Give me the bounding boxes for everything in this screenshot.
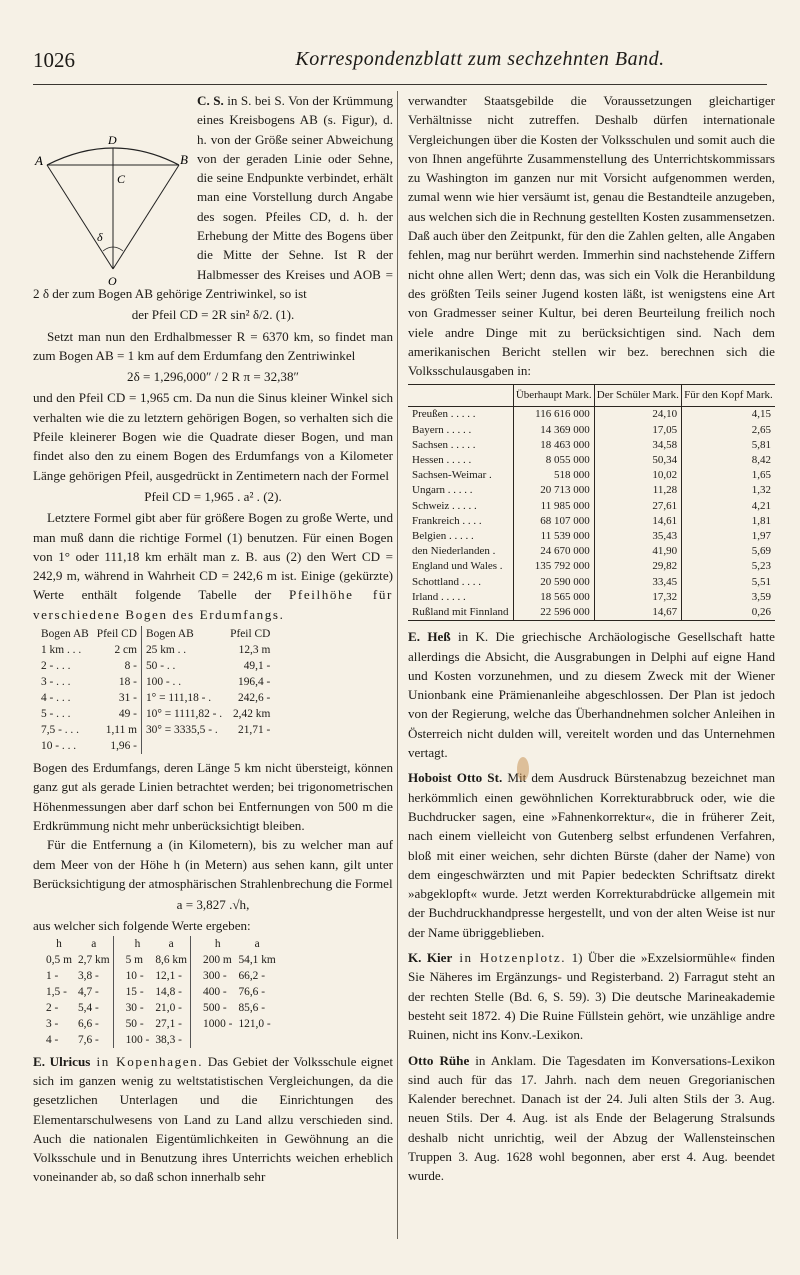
table-cell: 7,5 - . . . xyxy=(41,724,79,737)
signature: K. Kier xyxy=(408,950,453,966)
table-cell: 1 km . . . xyxy=(41,644,82,657)
table-cell: 10 - xyxy=(113,968,152,984)
table-cell: 33,45 xyxy=(594,575,681,590)
column-header: h xyxy=(191,936,236,952)
column-header: h xyxy=(113,936,152,952)
table-cell: 300 - xyxy=(191,968,236,984)
table-cell: England und Wales . xyxy=(412,560,503,573)
paragraph: verwandter Staatsgebilde die Voraussetzungen gleichartiger Verhältnisse nicht zutreffen. Deshalb dürfen internationale Vergleichungen über die Kosten der Volksschulen und somit auch die von Ihnen angeführte Zusammenstellung des Unterrichtskommissars zu Washington im ganzen nur mit Vorsicht aufgenommen werden, zumal wenn wie hier versäumt ist, genau die Bestandteile anzugeben, aus welchen sich die in Rechnung gestellten Kosten zusammensetzen. Daß auch über den Zeitpunkt, für den die Zahlen gelten, alle Angaben fehlen, mag nur berührt werden. Immerhin sind nachstehende Ziffern nicht ohne allen Wert; denn das, was sich ein Volk die Heranbildung des größten Teils seiner Jugend kosten läßt, ist wenigstens eine Art von Gradmesser seiner Kultur, bei deren Beurteilung freilich noch viele andre Dinge mit zu berücksichtigen sind. Nach dem amerikanischen Bericht stellen wir bez. berechnen sich die Volksschulausgaben in: xyxy=(408,93,775,379)
table-cell: 15 - xyxy=(113,984,152,1000)
label-c: C xyxy=(117,172,126,186)
table-cell: 8,42 xyxy=(682,453,775,468)
column-header: Der Schüler Mark. xyxy=(594,385,681,407)
table-cell: 76,6 - xyxy=(238,985,266,998)
paragraph: Setzt man nun den Erdhalbmesser R = 6370 km, so findet man zum Bogen AB = 1 km auf dem Erdumfang den Zentriwinkel xyxy=(33,328,393,363)
arc-diagram xyxy=(29,91,191,288)
answer-kier xyxy=(408,948,775,1044)
table-cell: 8 055 000 xyxy=(513,453,594,468)
table-cell: Sachsen . . . . . xyxy=(412,438,476,451)
table-cell: 400 - xyxy=(191,984,236,1000)
table-header xyxy=(408,385,775,407)
table-cell: 10 - . . . xyxy=(41,740,77,753)
table-cell: 1,96 - xyxy=(110,740,137,753)
table-cell: 6,6 - xyxy=(77,1017,99,1030)
table-cell: 1,65 xyxy=(682,468,775,483)
column-header: Pfeil CD xyxy=(96,628,137,641)
formula-3: Pfeil CD = 1,965 . a² . (2). xyxy=(144,488,282,504)
table-row xyxy=(408,483,775,498)
table-cell: 11 985 000 xyxy=(513,499,594,514)
paragraph: Das Gebiet der Volksschule eignet sich im ganzen wenig zu weltstatistischen Vergleichungen, da die gesetzlichen Unterlagen und die Einrichtungen des Elementarschulwesens von Land zu Land allzu verschieden sind. Auch die nationalen Eigentümlichkeiten in Gewöhnung an die Volksschule und in Benutzung ihres Unterrichts weichen erheblich voneinander ab, so daß schon innerhalb sehr xyxy=(33,1053,393,1185)
table-cell: 22 596 000 xyxy=(513,605,594,621)
table-cell: 5 - . . . xyxy=(41,708,71,721)
table-cell: 1,97 xyxy=(682,529,775,544)
table-cell: 8 - xyxy=(124,660,137,673)
table-cell: 29,82 xyxy=(594,559,681,574)
table-row xyxy=(37,674,274,690)
signature: E. Ulricus xyxy=(33,1053,91,1069)
table-cell: 4 - . . . xyxy=(41,692,71,705)
label-d: D xyxy=(108,133,117,147)
table-cell: 20 713 000 xyxy=(513,483,594,498)
table-cell: 50 - xyxy=(113,1016,152,1032)
table-cell: 50 - . . xyxy=(141,658,226,674)
table-row xyxy=(408,423,775,438)
table-cell: 518 000 xyxy=(513,468,594,483)
column-header: a xyxy=(91,937,97,950)
paragraph: aus welcher sich folgende Werte ergeben: xyxy=(33,918,251,934)
table-cell: Bayern . . . . . xyxy=(412,423,472,436)
answer-otto-st xyxy=(408,768,775,942)
table-cell: Preußen . . . . . xyxy=(412,408,476,421)
table-cell: Sachsen-Weimar . xyxy=(412,469,492,482)
paragraph: 1) Über die »Exzelsiormühle« finden Sie Näheres im Ergänzungs- und Registerband. 2) Farragut steht an der rechten Stelle (Bd. 6, S. 59). 3) Die deutsche Marineakademie besteht seit 1872. 4) Die Ruine Füllstein gehört, wie unzählige andre Ruinen, nicht ins Konv.-Lexikon. xyxy=(408,950,775,1043)
table-row xyxy=(408,590,775,605)
table-cell: 5,51 xyxy=(682,575,775,590)
paper-stain xyxy=(517,757,529,781)
table-row xyxy=(408,438,775,453)
table-cell: 24,10 xyxy=(594,407,681,423)
table-row xyxy=(37,722,274,738)
table-cell: 50,34 xyxy=(594,453,681,468)
table-header xyxy=(43,936,279,952)
table-caption: Pfeilhöhe für verschiedene Bogen des Erdumfangs. xyxy=(33,587,393,622)
paragraph-text: Letztere Formel gibt aber für größere Bogen zu große Werte, und man muß dann die richtige Formel (1) benutzen. Für einen Bogen von 1° oder 111,18 km erhält man z. B. aus (2) den Wert CD = 242,9 m, während in Wahrheit CD = 242,6 m ist. Einige (gekürzte) Werte enthält folgende Tabelle der xyxy=(33,510,393,603)
table-cell: 200 m xyxy=(191,952,236,968)
table-row xyxy=(43,1000,279,1016)
table-cell: 135 792 000 xyxy=(513,559,594,574)
table-cell: 0,26 xyxy=(682,605,775,621)
table-cell: 68 107 000 xyxy=(513,514,594,529)
label-o: O xyxy=(108,274,117,288)
running-title: Korrespondenzblatt zum sechzehnten Band. xyxy=(295,48,665,70)
label-b: B xyxy=(180,152,188,167)
table-cell: 242,6 - xyxy=(238,692,271,705)
table-cell: 21,71 - xyxy=(238,724,271,737)
table-cell: 35,43 xyxy=(594,529,681,544)
table-cell: 34,58 xyxy=(594,438,681,453)
table-row xyxy=(43,984,279,1000)
paragraph: und den Pfeil CD = 1,965 cm. Da nun die Sinus kleiner Winkel sich verhalten wie die zu letztern gehörigen Bogen, so verhalten sich die Pfeile kleinerer Bogen wie die Quadrate dieser Bogen, und man findet also den zu einem Bogen des Erdumfangs von a Kilometer Länge gehörigen Pfeil, ausgedrückt in Zentimetern nach der Formel xyxy=(33,390,393,483)
table-cell: den Niederlanden . xyxy=(412,545,496,558)
table-cell: 17,05 xyxy=(594,423,681,438)
table-cell: 14 369 000 xyxy=(513,423,594,438)
column-header: a xyxy=(254,937,260,950)
table-cell xyxy=(226,738,274,754)
table-cell xyxy=(191,1032,236,1048)
table-cell: Hessen . . . . . xyxy=(412,454,472,467)
table-cell: 66,2 - xyxy=(238,969,266,982)
table-cell: Rußland mit Finnland xyxy=(412,606,509,619)
column-header: Überhaupt Mark. xyxy=(513,385,594,407)
table-cell: Schweiz . . . . . xyxy=(412,499,477,512)
table-cell: 25 km . . xyxy=(141,642,226,658)
table-row xyxy=(408,499,775,514)
page-header xyxy=(33,46,767,80)
signature: Hoboist Otto St. xyxy=(408,770,503,786)
table-cell: 41,90 xyxy=(594,544,681,559)
table-cell: 4,15 xyxy=(682,407,775,423)
column-header: h xyxy=(56,937,62,950)
table-cell: 196,4 - xyxy=(238,676,271,689)
table-cell: 18 565 000 xyxy=(513,590,594,605)
table-cell: 24 670 000 xyxy=(513,544,594,559)
table-row xyxy=(37,658,274,674)
paragraph: Für die Entfernung a (in Kilometern), bis zu welcher man auf dem Meer von der Höhe h (in Metern) aus sehen kann, gilt unter Berücksichtigung der atmosphärischen Strahlenbrechung die Formel xyxy=(33,837,393,891)
table-cell: Ungarn . . . . . xyxy=(412,484,473,497)
table-cell: 4,21 xyxy=(682,499,775,514)
table-cell xyxy=(141,738,226,754)
school-expenses-table xyxy=(408,384,775,621)
table-cell: 20 590 000 xyxy=(513,575,594,590)
table-row xyxy=(408,407,775,423)
paragraph: in K. Die griechische Archäologische Gesellschaft hatte allerdings die Absicht, die Ausgrabungen in Delphi auf eigne Hand und Kosten vorzunehmen, und zu diesem Zweck mit der Wiener Unionbank eine Prämienanleihe abgeschlossen. Der Plan ist jedoch von der Regierung, welche das Überhandnehmen solcher Anleihen in Österreich nicht dulden will, vereitelt worden und das Unternehmen vertagt. xyxy=(408,629,775,761)
formula-2: 2δ = 1,296,000″ / 2 R π = 32,38″ xyxy=(127,369,299,385)
table-row xyxy=(408,453,775,468)
table-header xyxy=(37,626,274,642)
table-cell: 30 - xyxy=(113,1000,152,1016)
left-column xyxy=(33,91,393,1187)
table-cell: 2 cm xyxy=(114,644,137,657)
column-header: a xyxy=(168,937,174,950)
header-rule xyxy=(33,84,767,85)
table-cell: 18 463 000 xyxy=(513,438,594,453)
column-divider xyxy=(397,91,398,1239)
signature: Otto Rühe xyxy=(408,1052,470,1068)
table-cell: 116 616 000 xyxy=(513,407,594,423)
table-row xyxy=(408,544,775,559)
table-cell: 14,67 xyxy=(594,605,681,621)
table-row xyxy=(37,690,274,706)
paragraph: in S. bei S. Von der Krümmung eines Kreisbogens AB (s. Figur), d. h. von der Größe seiner Abweichung von der geraden Linie oder Sehne, die seine Endpunkte verbindet, erhält man eine Vorstellung durch Angabe des sogen. Pfeiles CD, d. h. der Erhebung der Mitte des Bogens über die Mitte der Sehne. Ist R der Halbmesser des Kreises und AOB = 2 δ der zum Bogen AB gehörige Zentriwinkel, so ist xyxy=(33,93,393,301)
table-cell: Belgien . . . . . xyxy=(412,530,474,543)
table-cell: 49,1 - xyxy=(243,660,271,673)
table-row xyxy=(43,968,279,984)
table-cell: 18 - xyxy=(118,676,137,689)
answer-ulricus xyxy=(33,1052,393,1187)
table-cell: 12,3 m xyxy=(238,644,271,657)
signature: C. S. xyxy=(197,93,224,108)
right-column xyxy=(408,91,775,1186)
table-cell: 12,1 - xyxy=(155,969,182,982)
table-cell: 100 - . . xyxy=(141,674,226,690)
table-cell: 7,6 - xyxy=(77,1033,99,1046)
signature: E. Heß xyxy=(408,629,451,645)
table-cell: Irland . . . . . xyxy=(412,590,466,603)
table-cell: 2,7 km xyxy=(77,953,110,966)
place: in Hotzenplotz. xyxy=(452,950,567,966)
table-cell: 4 - xyxy=(46,1033,59,1046)
table-cell: 3,8 - xyxy=(77,969,99,982)
paragraph: in Anklam. Die Tagesdaten im Konversations-Lexikon sind auch für das 17. Jahrh. nach dem neuen Gregorianischen Kalender berechnet. Danach ist der 24. Juli alten Stils der 3. Aug. neuen Stils. Der 4. Aug. ist als Ende der Belagerung Stralsunds deshalb nicht unrichtig, weil der Abzug der Wallensteinschen Truppen 3. Aug. 1628 wohl begonnen, aber erst 4. Aug. beendet wurde. xyxy=(408,1052,775,1184)
table-cell: 49 - xyxy=(118,708,137,721)
answer-ruehe xyxy=(408,1051,775,1186)
table-cell: 1,32 xyxy=(682,483,775,498)
table-cell: 2 - . . . xyxy=(41,660,71,673)
table-cell: 0,5 m xyxy=(46,953,72,966)
table-cell: 1,11 m xyxy=(105,724,137,737)
table-cell: 5,81 xyxy=(682,438,775,453)
column-header: Pfeil CD xyxy=(230,628,271,641)
table-row xyxy=(37,642,274,658)
table-row xyxy=(408,514,775,529)
column-header xyxy=(408,385,513,407)
table-cell: 121,0 - xyxy=(238,1017,271,1030)
table-cell: 31 - xyxy=(118,692,137,705)
table-cell: 14,61 xyxy=(594,514,681,529)
table-cell: 2,65 xyxy=(682,423,775,438)
paragraph: Mit dem Ausdruck Bürstenabzug bezeichnet man herkömmlich einen gewöhnlichen Korrekturabbruck oder, wie die Buchdrucker sagen, eine »Fahnenkorrektur«, die in früherer Zeit, nach einem vielleicht von Gutenberg selbst erfundenen Verfahren, bloß mit einer weichen, sehr dichten Bürste (daher der Name) von dem eingeschwärzten und mit Papier bedeckten Schriftsatz direkt »abgeklopft« wurde. Jetzt werden Korrekturabdrücke allgemein mit der Buchdruckhandpresse hergestellt, und von der alten Weise ist nur der Name übriggeblieben. xyxy=(408,770,775,940)
table-cell xyxy=(235,1032,278,1048)
table-cell: 1,5 - xyxy=(46,985,67,998)
table-row xyxy=(43,1032,279,1048)
table-row xyxy=(408,559,775,574)
label-delta: δ xyxy=(97,230,103,244)
table-cell: Frankreich . . . . xyxy=(412,514,482,527)
table-row xyxy=(37,706,274,722)
table-row xyxy=(43,952,279,968)
answer-hess xyxy=(408,627,775,762)
table-cell: 3,59 xyxy=(682,590,775,605)
table-cell: 10° = 1111,82 - . xyxy=(141,706,226,722)
column-header: Bogen AB xyxy=(41,628,89,641)
table-cell: 500 - xyxy=(191,1000,236,1016)
table-row xyxy=(408,468,775,483)
column-header: Für den Kopf Mark. xyxy=(682,385,775,407)
table-cell: 2,42 km xyxy=(232,708,271,721)
paragraph xyxy=(33,508,393,624)
table-cell: 5,69 xyxy=(682,544,775,559)
column-header: Bogen AB xyxy=(141,626,226,642)
table-cell: 27,1 - xyxy=(155,1017,182,1030)
table-row xyxy=(408,529,775,544)
paragraph: Bogen des Erdumfangs, deren Länge 5 km nicht übersteigt, können ganz gut als gerade Linien betrachtet werden; bei trigonometrischen Höhenmessungen aber darf schon bei Entfernungen von 500 m die Erdkrümmung nicht mehr unberücksichtigt bleiben. xyxy=(33,760,393,833)
table-cell: 30° = 3335,5 - . xyxy=(141,722,226,738)
formula-1: der Pfeil CD = 2R sin² δ/2. (1). xyxy=(131,307,295,323)
arc-table xyxy=(37,626,274,754)
table-row xyxy=(37,738,274,754)
table-row xyxy=(408,605,775,621)
table-cell: 11 539 000 xyxy=(513,529,594,544)
table-cell: 1° = 111,18 - . xyxy=(141,690,226,706)
table-cell: 1000 - xyxy=(191,1016,236,1032)
table-cell: 100 - xyxy=(113,1032,152,1048)
table-row xyxy=(408,575,775,590)
table-cell: 4,7 - xyxy=(77,985,99,998)
label-a: A xyxy=(35,153,43,168)
table-cell: 85,6 - xyxy=(238,1001,266,1014)
table-cell: 54,1 km xyxy=(238,953,276,966)
table-cell: 1 - xyxy=(46,969,59,982)
table-cell: 5,4 - xyxy=(77,1001,99,1014)
table-cell: 14,8 - xyxy=(155,985,182,998)
table-cell: 1,81 xyxy=(682,514,775,529)
place: in Kopenhagen. xyxy=(90,1053,204,1069)
arc-figure xyxy=(29,91,191,288)
table-cell: 2 - xyxy=(46,1001,59,1014)
table-cell: 38,3 - xyxy=(155,1033,182,1046)
table-row xyxy=(43,1016,279,1032)
table-cell: Schottland . . . . xyxy=(412,575,482,588)
page-number: 1026 xyxy=(33,48,75,72)
table-cell: 17,32 xyxy=(594,590,681,605)
table-cell: 11,28 xyxy=(594,483,681,498)
table-cell: 5 m xyxy=(113,952,152,968)
table-cell: 10,02 xyxy=(594,468,681,483)
table-cell: 8,6 km xyxy=(155,953,187,966)
formula-4: a = 3,827 .√h, xyxy=(176,897,250,913)
height-distance-table xyxy=(43,936,279,1048)
table-cell: 3 - xyxy=(46,1017,59,1030)
table-cell: 3 - . . . xyxy=(41,676,71,689)
table-cell: 5,23 xyxy=(682,559,775,574)
table-cell: 21,0 - xyxy=(155,1001,182,1014)
table-cell: 27,61 xyxy=(594,499,681,514)
